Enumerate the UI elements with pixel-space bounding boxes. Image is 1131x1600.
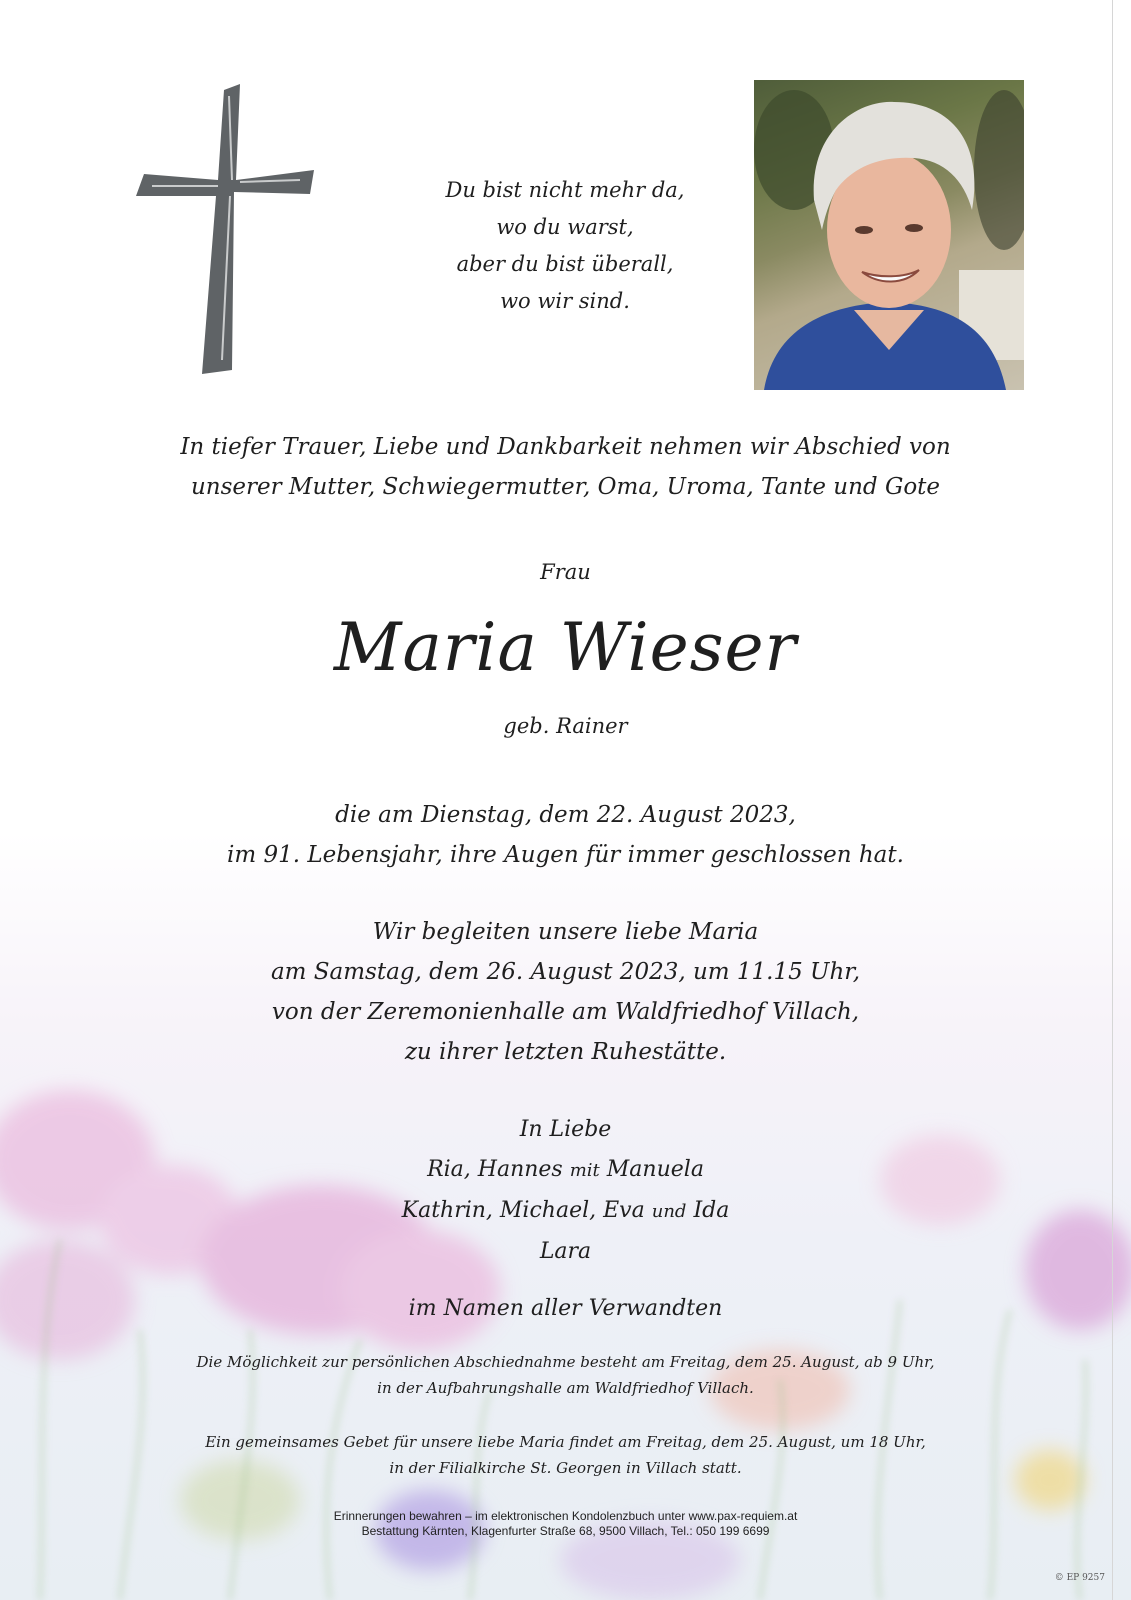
mourners-names: Lara bbox=[539, 1239, 592, 1264]
mourners-conjunction: mit bbox=[569, 1160, 600, 1181]
viewing-line: in der Aufbahrungshalle am Waldfriedhof Villach. bbox=[377, 1379, 754, 1397]
mourners-names: Ria, Hannes bbox=[427, 1157, 563, 1182]
viewing-line: Die Möglichkeit zur persönlichen Abschiednahme besteht am Freitag, dem 25. August, ab 9 Uhr, bbox=[196, 1353, 935, 1371]
prayer-line: Ein gemeinsames Gebet für unsere liebe Maria findet am Freitag, dem 25. August, um 18 Uhr, bbox=[205, 1433, 926, 1451]
footer-line: Erinnerungen bewahren – im elektronischen Kondolenzbuch unter www.pax-requiem.at bbox=[333, 1509, 798, 1523]
poem-line: wo du warst, bbox=[496, 215, 634, 239]
funeral-line: von der Zeremonienhalle am Waldfriedhof Villach, bbox=[271, 999, 860, 1025]
title-prefix: Frau bbox=[540, 560, 591, 584]
funeral-details bbox=[0, 912, 1131, 1072]
mourners-line bbox=[0, 1191, 1131, 1232]
intro-line: In tiefer Trauer, Liebe und Dankbarkeit nehmen wir Abschied von bbox=[180, 434, 951, 460]
deceased-name: Maria Wieser bbox=[333, 609, 798, 686]
poem-line: wo wir sind. bbox=[500, 289, 630, 313]
intro-line: unserer Mutter, Schwiegermutter, Oma, Uroma, Tante und Gote bbox=[190, 474, 941, 500]
mourners-names: Manuela bbox=[606, 1157, 704, 1182]
funeral-line: zu ihrer letzten Ruhestätte. bbox=[404, 1039, 727, 1065]
funeral-line: Wir begleiten unsere liebe Maria bbox=[372, 919, 759, 945]
relatives-line: im Namen aller Verwandten bbox=[408, 1296, 723, 1321]
footer-line: Bestattung Kärnten, Klagenfurter Straße 68, 9500 Villach, Tel.: 050 199 6699 bbox=[361, 1524, 770, 1538]
prayer-line: in der Filialkirche St. Georgen in Villach statt. bbox=[389, 1459, 742, 1477]
viewing-info bbox=[0, 1349, 1131, 1401]
mourners-line bbox=[0, 1150, 1131, 1191]
print-code: © EP 9257 bbox=[1054, 1573, 1105, 1583]
prayer-info bbox=[0, 1429, 1131, 1481]
poem-line: aber du bist überall, bbox=[456, 252, 674, 276]
portrait-photo bbox=[754, 80, 1024, 390]
mourners-list bbox=[0, 1110, 1131, 1272]
footer bbox=[0, 1509, 1131, 1539]
poem-line: Du bist nicht mehr da, bbox=[445, 178, 685, 202]
death-notice bbox=[0, 795, 1131, 875]
mourners-conjunction: und bbox=[651, 1201, 687, 1222]
mourners-names: Ida bbox=[693, 1198, 730, 1223]
mourners-names: Kathrin, Michael, Eva bbox=[401, 1198, 645, 1223]
intro-text bbox=[0, 427, 1131, 507]
mourners-opening: In Liebe bbox=[519, 1117, 612, 1142]
maiden-name: geb. Rainer bbox=[503, 714, 628, 738]
death-line: die am Dienstag, dem 22. August 2023, bbox=[335, 802, 796, 828]
cross-icon bbox=[136, 84, 316, 376]
funeral-line: am Samstag, dem 26. August 2023, um 11.15 Uhr, bbox=[270, 959, 861, 985]
poem bbox=[390, 172, 740, 320]
death-line: im 91. Lebensjahr, ihre Augen für immer geschlossen hat. bbox=[227, 842, 904, 868]
